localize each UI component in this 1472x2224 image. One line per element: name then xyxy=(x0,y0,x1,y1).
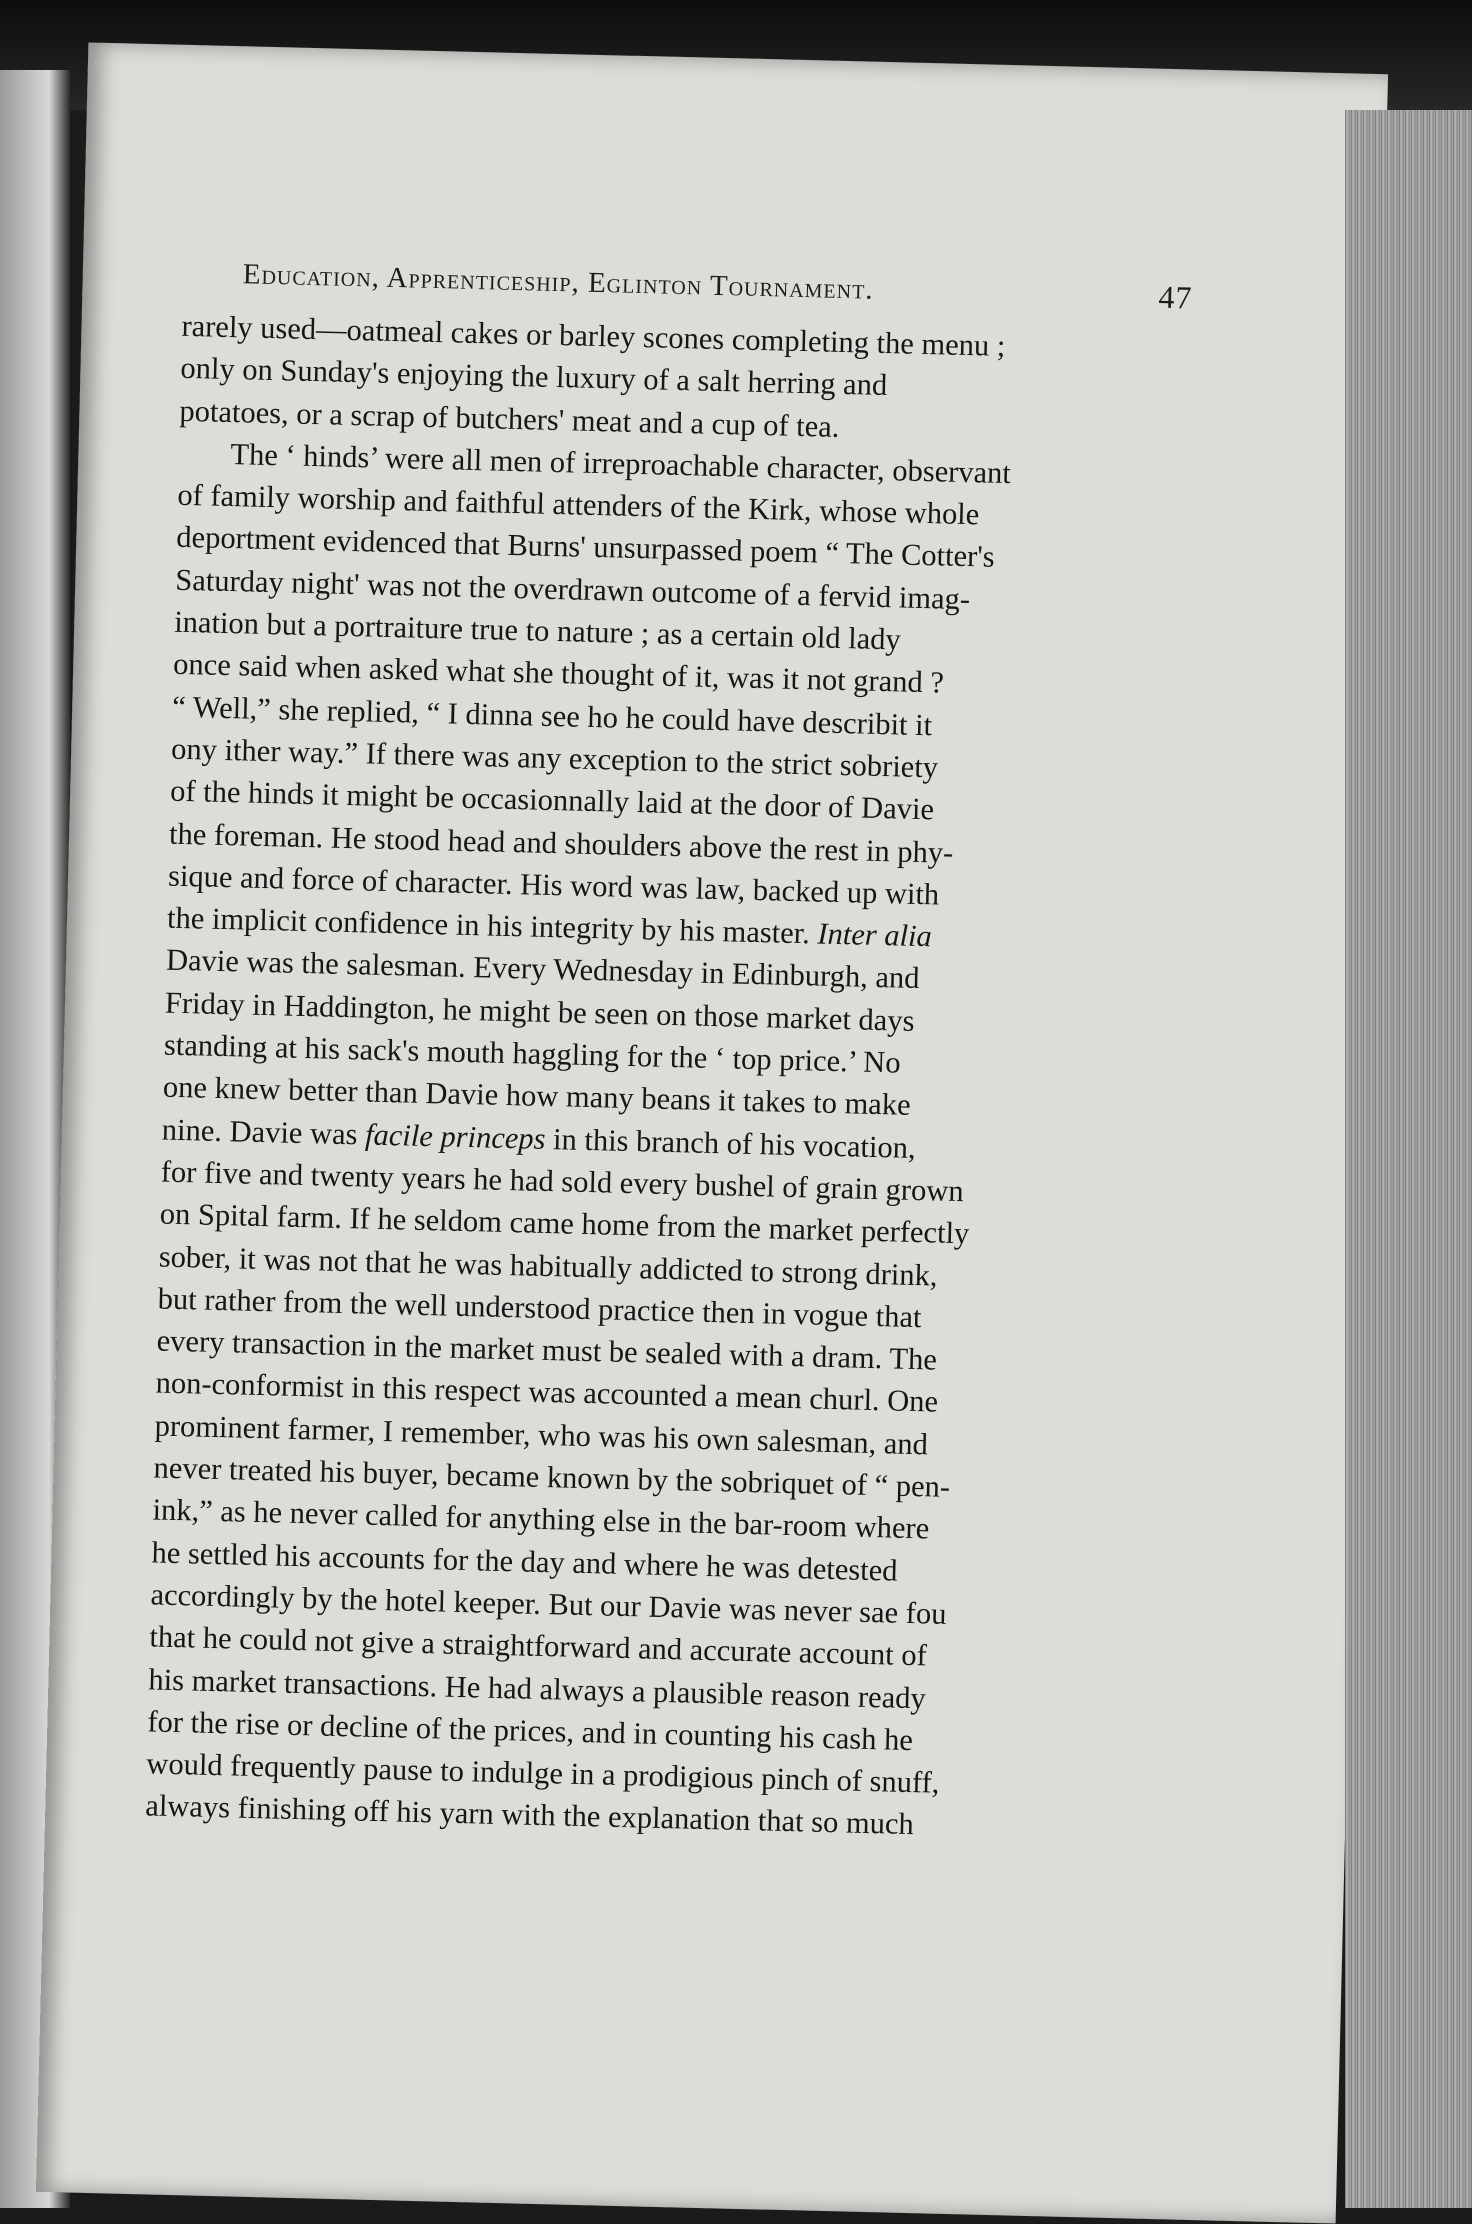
text-line: sique and force of character. His word was law, backed up with xyxy=(167,858,940,912)
text-line: rarely used—oatmeal cakes or barley scones completing the menu ; xyxy=(181,308,1006,363)
text-line: he settled his accounts for the day and where he was detested xyxy=(151,1535,898,1588)
italic-phrase: Inter alia xyxy=(817,916,933,954)
text-line: one knew better than Davie how many beans it takes to make xyxy=(162,1069,912,1123)
text-segment: in this branch of his vocation, xyxy=(545,1121,916,1165)
text-line: Saturday night' was not the overdrawn outcome of a fervid imag- xyxy=(174,562,971,616)
text-line: Friday in Haddington, he might be seen on those market days xyxy=(164,985,915,1038)
text-line: never treated his buyer, became known by the sobriquet of “ pen- xyxy=(153,1450,951,1504)
text-line: but rather from the well understood practice then in vogue that xyxy=(157,1281,922,1334)
text-line: accordingly by the hotel keeper. But our Davie was never sae fou xyxy=(150,1577,947,1631)
running-head-title: Education, Apprenticeship, Eglinton Tournament. xyxy=(242,258,875,306)
italic-phrase: facile princeps xyxy=(364,1117,546,1156)
text-line: non-conformist in this respect was accounted a mean churl. One xyxy=(155,1365,939,1420)
text-line: always finishing off his yarn with the explanation that so much xyxy=(144,1788,915,1842)
page-number: 47 xyxy=(1158,278,1193,316)
page-stack-edge xyxy=(1345,110,1472,2208)
text-line: would frequently pause to indulge in a prodigious pinch of snuff, xyxy=(146,1746,940,1800)
text-line: prominent farmer, I remember, who was his own salesman, and xyxy=(154,1408,929,1462)
text-line: standing at his sack's mouth haggling for the ‘ top price.’ No xyxy=(163,1027,901,1080)
text-line: Davie was the salesman. Every Wednesday in Edinburgh, and xyxy=(165,943,920,996)
text-segment: nine. Davie was xyxy=(161,1112,358,1151)
page-content xyxy=(144,245,1193,1852)
text-line: for the rise or decline of the prices, and in counting his cash he xyxy=(147,1704,914,1757)
text-segment: the implicit confidence in his integrity by his master. xyxy=(166,900,811,951)
text-line: deportment evidenced that Burns' unsurpassed poem “ The Cotter's xyxy=(175,520,996,575)
text-line: his market transactions. He had always a plausible reason ready xyxy=(148,1661,927,1715)
text-line: potatoes, or a scrap of butchers' meat and a cup of tea. xyxy=(179,393,840,444)
text-line: only on Sunday's enjoying the luxury of a salt herring and xyxy=(180,351,888,403)
book-page xyxy=(36,42,1388,2223)
text-line: The ‘ hinds’ were all men of irreproachable character, observant xyxy=(230,436,1012,490)
text-line: “ Well,” she replied, “ I dinna see ho he could have describit it xyxy=(171,689,933,742)
text-line: the foreman. He stood head and shoulders above the rest in phy- xyxy=(168,816,954,870)
text-line: on Spital farm. If he seldom came home from the market perfectly xyxy=(159,1196,970,1251)
text-line: of family worship and faithful attenders of the Kirk, whose whole xyxy=(177,477,980,532)
text-line: ink,” as he never called for anything else in the bar-room where xyxy=(152,1492,930,1546)
text-line: ination but a portraiture true to nature ; as a certain old lady xyxy=(173,604,902,657)
text-line: ony ither way.” If there was any exception to the strict sobriety xyxy=(170,731,939,785)
text-line: of the hinds it might be occasionnally laid at the door of Davie xyxy=(169,773,935,827)
text-line: every transaction in the market must be sealed with a dram. The xyxy=(156,1323,938,1377)
text-line: once said when asked what she thought of it, was it not grand ? xyxy=(172,647,945,700)
text-line: sober, it was not that he was habitually addicted to strong drink, xyxy=(158,1239,938,1293)
body-paragraphs xyxy=(145,305,1182,1852)
text-line: for five and twenty years he had sold every bushel of grain grown xyxy=(160,1154,964,1209)
text-line: that he could not give a straightforward and accurate account of xyxy=(149,1619,928,1673)
